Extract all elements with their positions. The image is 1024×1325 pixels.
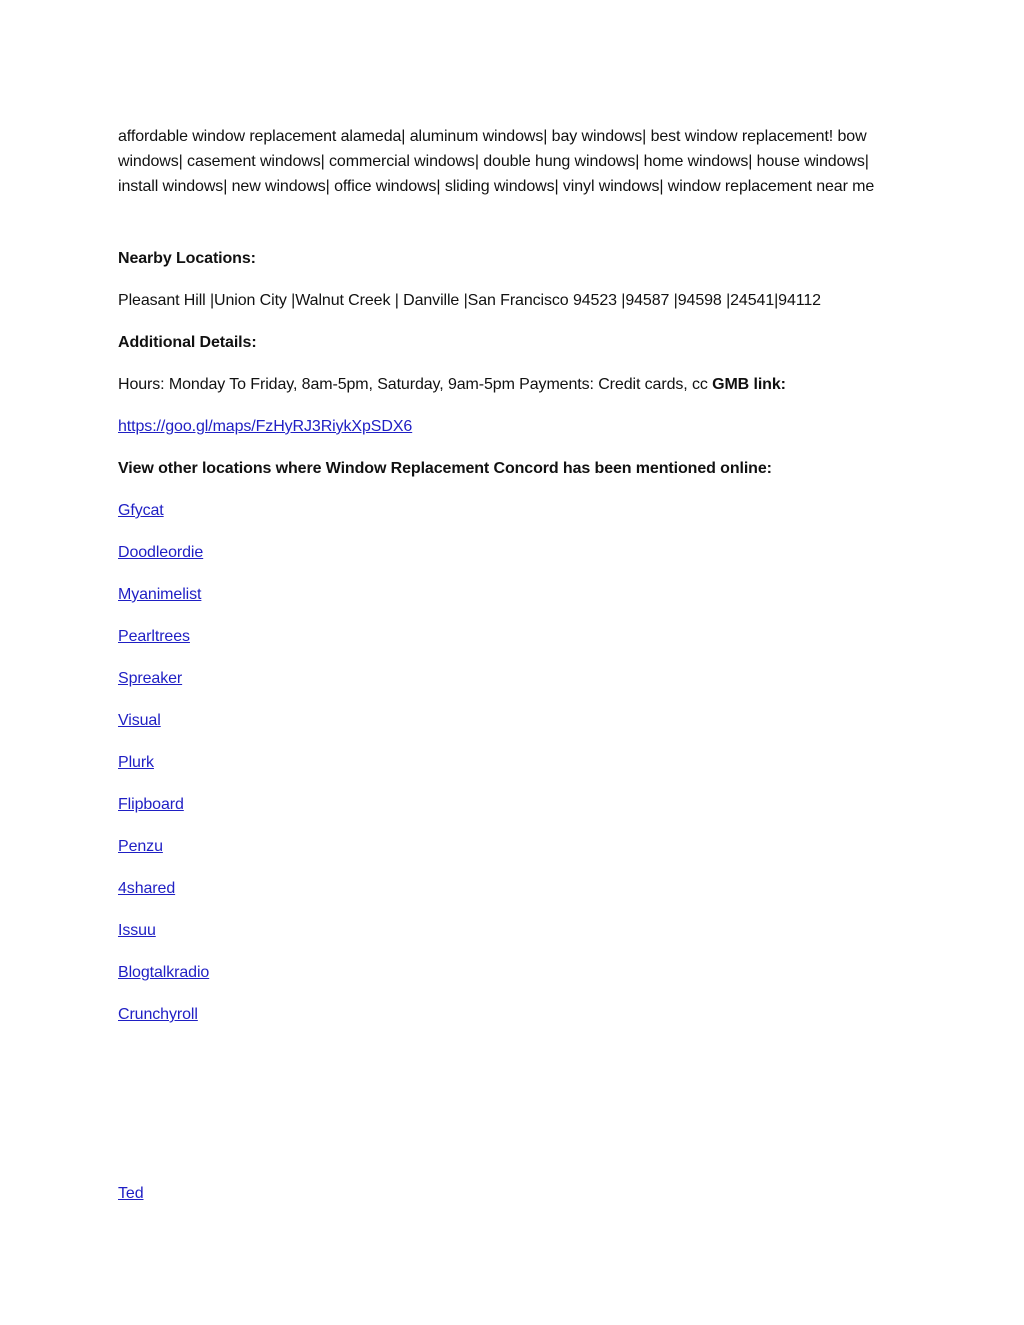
mention-link-issuu[interactable]: Issuu bbox=[118, 922, 156, 939]
mention-link-4shared[interactable]: 4shared bbox=[118, 880, 176, 897]
mention-item bbox=[118, 962, 209, 984]
mention-item bbox=[118, 752, 154, 774]
mention-item bbox=[118, 878, 175, 900]
mention-link-myanimelist[interactable]: Myanimelist bbox=[118, 586, 202, 603]
mention-link-ted[interactable]: Ted bbox=[118, 1185, 144, 1202]
gmb-url-line bbox=[118, 416, 412, 438]
mention-item bbox=[118, 1004, 198, 1026]
mentions-heading: View other locations where Window Replacement Concord has been mentioned online: bbox=[118, 460, 772, 477]
additional-details-heading: Additional Details: bbox=[118, 334, 257, 351]
mention-link-spreaker[interactable]: Spreaker bbox=[118, 670, 183, 687]
mention-item bbox=[118, 836, 163, 858]
nearby-locations-text: Pleasant Hill |Union City |Walnut Creek | Danville |San Francisco 94523 |94587 |94598 |24541|94112 bbox=[118, 292, 821, 309]
mention-link-pearltrees[interactable]: Pearltrees bbox=[118, 628, 190, 645]
mention-item bbox=[118, 584, 201, 606]
mention-link-blogtalkradio[interactable]: Blogtalkradio bbox=[118, 964, 210, 981]
gmb-link-label: GMB link: bbox=[712, 376, 786, 393]
mention-item bbox=[118, 500, 164, 522]
mention-link-doodleordie[interactable]: Doodleordie bbox=[118, 544, 204, 561]
gmb-url-link[interactable]: https://goo.gl/maps/FzHyRJ3RiykXpSDX6 bbox=[118, 418, 413, 435]
keywords-paragraph: affordable window replacement alameda| aluminum windows| bay windows| best window replacement! bow windows| casement windows| commercial windows| double hung windows| home windows| house windows| install windows| new windows| office windows| sliding windows| vinyl windows| window replacement near me bbox=[118, 128, 875, 195]
nearby-locations-heading: Nearby Locations: bbox=[118, 250, 256, 267]
hours-line bbox=[118, 374, 786, 396]
mention-item bbox=[118, 542, 203, 564]
mention-item bbox=[118, 710, 161, 732]
mention-link-penzu[interactable]: Penzu bbox=[118, 838, 163, 855]
mention-link-plurk[interactable]: Plurk bbox=[118, 754, 154, 771]
mention-item bbox=[118, 920, 156, 942]
mention-link-gfycat[interactable]: Gfycat bbox=[118, 502, 164, 519]
mention-item bbox=[118, 794, 184, 816]
mention-item bbox=[118, 1183, 144, 1205]
mention-link-flipboard[interactable]: Flipboard bbox=[118, 796, 184, 813]
mention-item bbox=[118, 668, 182, 690]
mention-link-crunchyroll[interactable]: Crunchyroll bbox=[118, 1006, 198, 1023]
hours-text: Hours: Monday To Friday, 8am-5pm, Saturday, 9am-5pm Payments: Credit cards, cc bbox=[118, 376, 713, 393]
mention-item bbox=[118, 626, 190, 648]
mention-link-visual[interactable]: Visual bbox=[118, 712, 161, 729]
